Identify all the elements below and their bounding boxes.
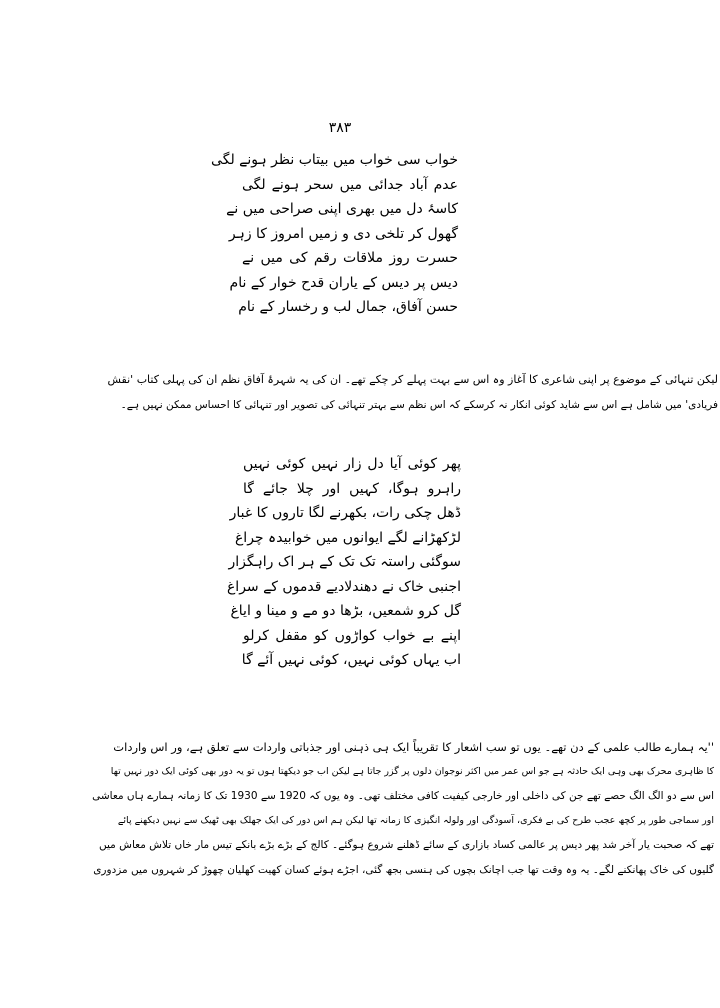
- paragraph-1-line: فریادی' میں شامل ہے اس سے شاید کوئی انکار نہ کرسکے کہ اس نظم سے بہتر تنہائی کی تصویر اور تنہائی کا احساس ممکن نہیں ہے۔: [120, 398, 718, 411]
- poem-2-line: راہرو ہوگا، کہیں اور چلا جائے گا: [243, 480, 461, 497]
- paragraph-1-line: لیکن تنہائی کے موضوع پر اپنی شاعری کا آغاز وہ اس سے بہت پہلے کر چکے تھے۔ ان کی یہ شہرۂ آفاق نظم ان کی پہلی کتاب 'نقش: [107, 373, 718, 386]
- poem-1-line: حسن آفاق، جمال لب و رخسار کے نام: [238, 299, 458, 315]
- paragraph-2-line: گلیوں کی خاک پھانکنے لگے۔ یہ وہ وقت تھا جب اچانک بچوں کی ہنسی بجھ گئی، اجڑے ہوئے کسان کھیت کھلیان چھوڑ کر شہروں میں مزدوری: [93, 863, 714, 876]
- poem-1-line: کاسۂ دل میں بھری اپنی صراحی میں نے: [226, 201, 458, 217]
- poem-1-line: خواب سی خواب میں بیتاب نظر ہونے لگی: [211, 152, 458, 168]
- page-number: ۳۸۳: [328, 120, 352, 136]
- poem-1-line: دیس پر دیس کے یاران قدح خوار کے نام: [229, 274, 458, 291]
- poem-2-line: اجنبی خاک نے دھندلادیے قدموں کے سراغ: [226, 578, 461, 595]
- poem-1-line: گھول کر تلخی دی و زمیں امروز کا زہر: [228, 225, 458, 242]
- poem-1: [211, 148, 458, 320]
- paragraph-2-line: اور سماجی طور پر کچھ عجب طرح کی بے فکری، آسودگی اور ولولہ انگیزی کا زمانہ تھا لیکن ہم اس دور کی ایک جھلک بھی ٹھیک سے نہیں دیکھنے پائے: [117, 814, 714, 826]
- poem-2-line: لڑکھڑانے لگے ایوانوں میں خوابیدہ چراغ: [234, 529, 461, 546]
- poem-2-line: سوگئی راستہ تک تک کے ہر اک راہگزار: [228, 554, 461, 570]
- poem-2-line: پھر کوئی آیا دل زار نہیں کوئی نہیں: [243, 456, 461, 472]
- poem-2-line: ڈھل چکی رات، بکھرنے لگا تاروں کا غبار: [229, 505, 461, 521]
- poem-2-line: اپنے بے خواب کواڑوں کو مقفل کرلو: [243, 627, 461, 644]
- poem-1-line: عدم آباد جدائی میں سحر ہونے لگی: [242, 176, 458, 193]
- poem-2-line: اب یہاں کوئی نہیں، کوئی نہیں آئے گا: [241, 652, 461, 668]
- paragraph-2: [90, 735, 714, 882]
- poem-2-line: گل کرو شمعیں، بڑھا دو مے و مینا و ایاغ: [230, 603, 461, 619]
- poem-1-line: حسرت روز ملاقات رقم کی میں نے: [242, 250, 458, 266]
- poem-2: [226, 452, 461, 673]
- paragraph-2-line: تھے کہ صحبت یار آخر شد پھر دیس پر عالمی کساد بازاری کے سائے ڈھلنے شروع ہوگئے۔ کالج کے بڑے بڑے بانکے تیس مار خاں تلاش معاش میں: [99, 839, 714, 851]
- paragraph-2-line: کا ظاہری محرک بھی وہی ایک حادثہ ہے جو اس عمر میں اکثر نوجوان دلوں پر گزر جاتا ہے لیکن اب جو دیکھتا ہوں تو یہ دور بھی کوئی ایک دور نہیں تھا: [110, 765, 714, 777]
- paragraph-2-line: ''یہ ہمارے طالب علمی کے دن تھے۔ یوں تو سب اشعار کا تقریباً ایک ہی ذہنی اور جذباتی واردات سے تعلق ہے، ور اس واردات: [113, 740, 714, 754]
- paragraph-2-line: اس سے دو الگ الگ حصے تھے جن کی داخلی اور خارجی کیفیت کافی مختلف تھی۔ وہ یوں کہ 1920 سے 1930 تک کا زمانہ ہمارے ہاں معاشی: [92, 790, 714, 802]
- paragraph-1: [98, 368, 718, 417]
